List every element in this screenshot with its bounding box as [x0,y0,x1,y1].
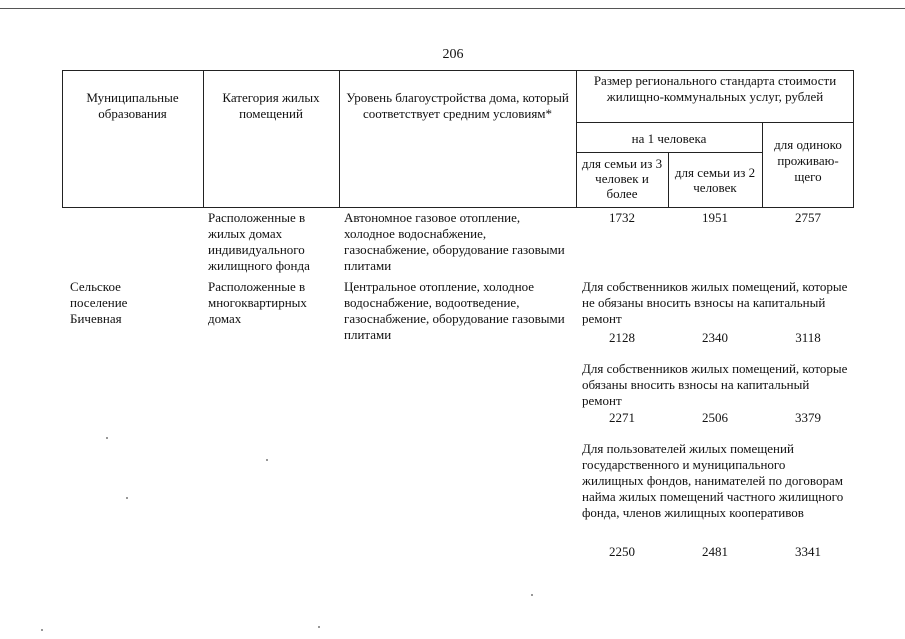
scan-speck [126,497,128,499]
header-family-2: для семьи из 2 человек [674,165,756,195]
header-amenity-level: Уровень благоустройства дома, который соответствует средним условиям* [346,90,569,121]
row2-group2-value-single: 3379 [795,410,821,425]
header-per-person: на 1 человека [631,131,707,146]
row2-group3-note: Для пользователей жилых помещений государственного и муниципального жилищных фондов, нанимателей по договорам найма жилых помещений частного жилищного фонда, членов жилищных кооперативов [582,441,844,520]
municipality-name: Сельское поселение Бичевная [70,279,128,326]
row2-group1-value-family-3plus: 2128 [609,330,635,345]
row2-amenity: Центральное отопление, холодное водоснабжение, водоотведение, газоснабжение, оборудование газовыми плитами [344,279,565,342]
header-single-resident: для одиноко проживаю-щего [774,137,842,184]
row1-value-family-3plus: 1732 [609,210,635,225]
scan-speck [41,629,43,631]
scan-speck [266,459,268,461]
row2-group2-note: Для собственников жилых помещений, которые обязаны вносить взносы на капитальный ремонт [582,361,848,408]
row1-category: Расположенные в жилых домах индивидуального жилищного фонда [208,210,310,273]
row2-group1-value-family-2: 2340 [702,330,728,345]
row1-value-family-2: 1951 [702,210,728,225]
scan-speck [318,626,320,628]
header-category: Категория жилых помещений [222,90,320,121]
header-municipalities: Муниципальные образования [86,90,179,121]
header-standard-size: Размер регионального стандарта стоимости жилищно-коммунальных услуг, рублей [593,73,837,104]
row2-group2-value-family-2: 2506 [702,410,728,425]
row1-value-single: 2757 [795,210,821,225]
row2-group1-value-single: 3118 [795,330,821,345]
row2-group2-value-family-3plus: 2271 [609,410,635,425]
header-family-3plus: для семьи из 3 человек и более [581,156,663,201]
page-number: 206 [442,47,464,62]
row2-group3-value-single: 3341 [795,544,821,559]
scan-speck [106,437,108,439]
row2-group3-value-family-3plus: 2250 [609,544,635,559]
scan-speck [531,594,533,596]
scan-top-border [0,8,905,9]
row2-group3-value-family-2: 2481 [702,544,728,559]
row1-amenity: Автономное газовое отопление, холодное водоснабжение, газоснабжение, оборудование газовыми плитами [344,210,565,273]
row2-category: Расположенные в многоквартирных домах [208,279,307,326]
row2-group1-note: Для собственников жилых помещений, которые не обязаны вносить взносы на капитальный ремонт [582,279,848,326]
